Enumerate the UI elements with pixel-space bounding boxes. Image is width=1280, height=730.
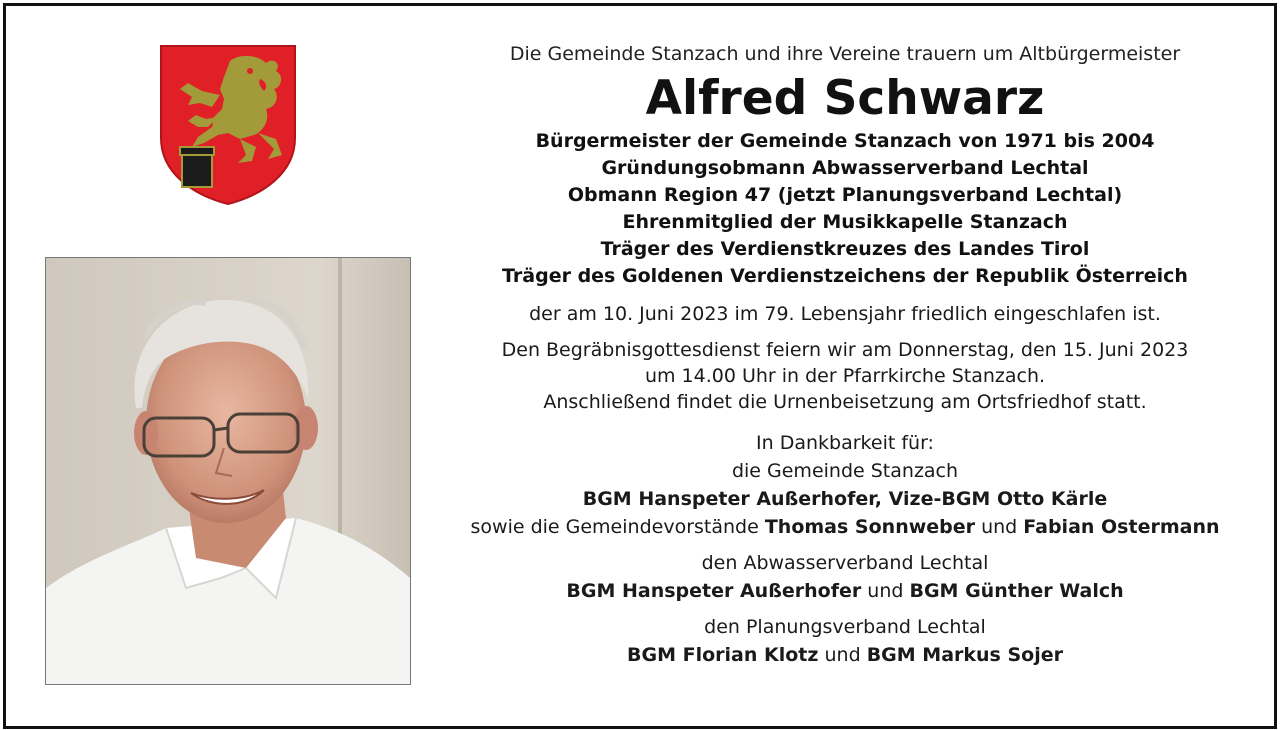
board-prefix: sowie die Gemeindevorstände (470, 516, 759, 538)
org-person: BGM Markus Sojer (866, 644, 1063, 666)
thanks-board (430, 513, 1260, 541)
honor-line: Gründungsobmann Abwasserverband Lechtal (601, 157, 1089, 179)
thanks-section (430, 429, 1260, 669)
deceased-name: Alfred Schwarz (645, 71, 1045, 126)
honor-line: Ehrenmitglied der Musikkapelle Stanzach (622, 211, 1068, 233)
thanks-org: den Abwasserverband Lechtal (701, 552, 989, 574)
honor-line: Obmann Region 47 (jetzt Planungsverband Lechtal) (567, 184, 1123, 206)
thanks-org: den Planungsverband Lechtal (704, 616, 986, 638)
board-person: Thomas Sonnweber (764, 516, 976, 538)
honors-list (430, 128, 1260, 290)
org-person: BGM Hanspeter Außerhofer (566, 580, 862, 602)
funeral-line: Anschließend findet die Urnenbeisetzung am Ortsfriedhof statt. (543, 391, 1147, 413)
org-person: BGM Florian Klotz (627, 644, 819, 666)
thanks-org-people (430, 641, 1260, 669)
intro-line: Die Gemeinde Stanzach und ihre Vereine trauern um Altbürgermeister (509, 43, 1181, 65)
funeral-line: Den Begräbnisgottesdienst feiern wir am Donnerstag, den 15. Juni 2023 (501, 339, 1189, 361)
honor-line: Träger des Goldenen Verdienstzeichens der Republik Österreich (502, 265, 1188, 287)
portrait-photo (45, 257, 411, 685)
thanks-mayors: BGM Hanspeter Außerhofer, Vize-BGM Otto Kärle (582, 488, 1108, 510)
org-person: BGM Günther Walch (909, 580, 1124, 602)
thanks-municipality: die Gemeinde Stanzach (731, 460, 959, 482)
coat-of-arms (158, 43, 298, 207)
death-notice: der am 10. Juni 2023 im 79. Lebensjahr friedlich eingeschlafen ist. (529, 303, 1161, 325)
honor-line: Träger des Verdienstkreuzes des Landes Tirol (600, 238, 1090, 260)
thanks-org-people (430, 577, 1260, 605)
obituary-text (430, 40, 1260, 669)
funeral-info (430, 337, 1260, 415)
conjunction: und (867, 580, 904, 602)
honor-line: Bürgermeister der Gemeinde Stanzach von 1971 bis 2004 (535, 130, 1155, 152)
board-person: Fabian Ostermann (1023, 516, 1220, 538)
thanks-heading: In Dankbarkeit für: (756, 432, 934, 454)
conjunction: und (824, 644, 861, 666)
funeral-line: um 14.00 Uhr in der Pfarrkirche Stanzach. (644, 365, 1046, 387)
conjunction: und (981, 516, 1018, 538)
